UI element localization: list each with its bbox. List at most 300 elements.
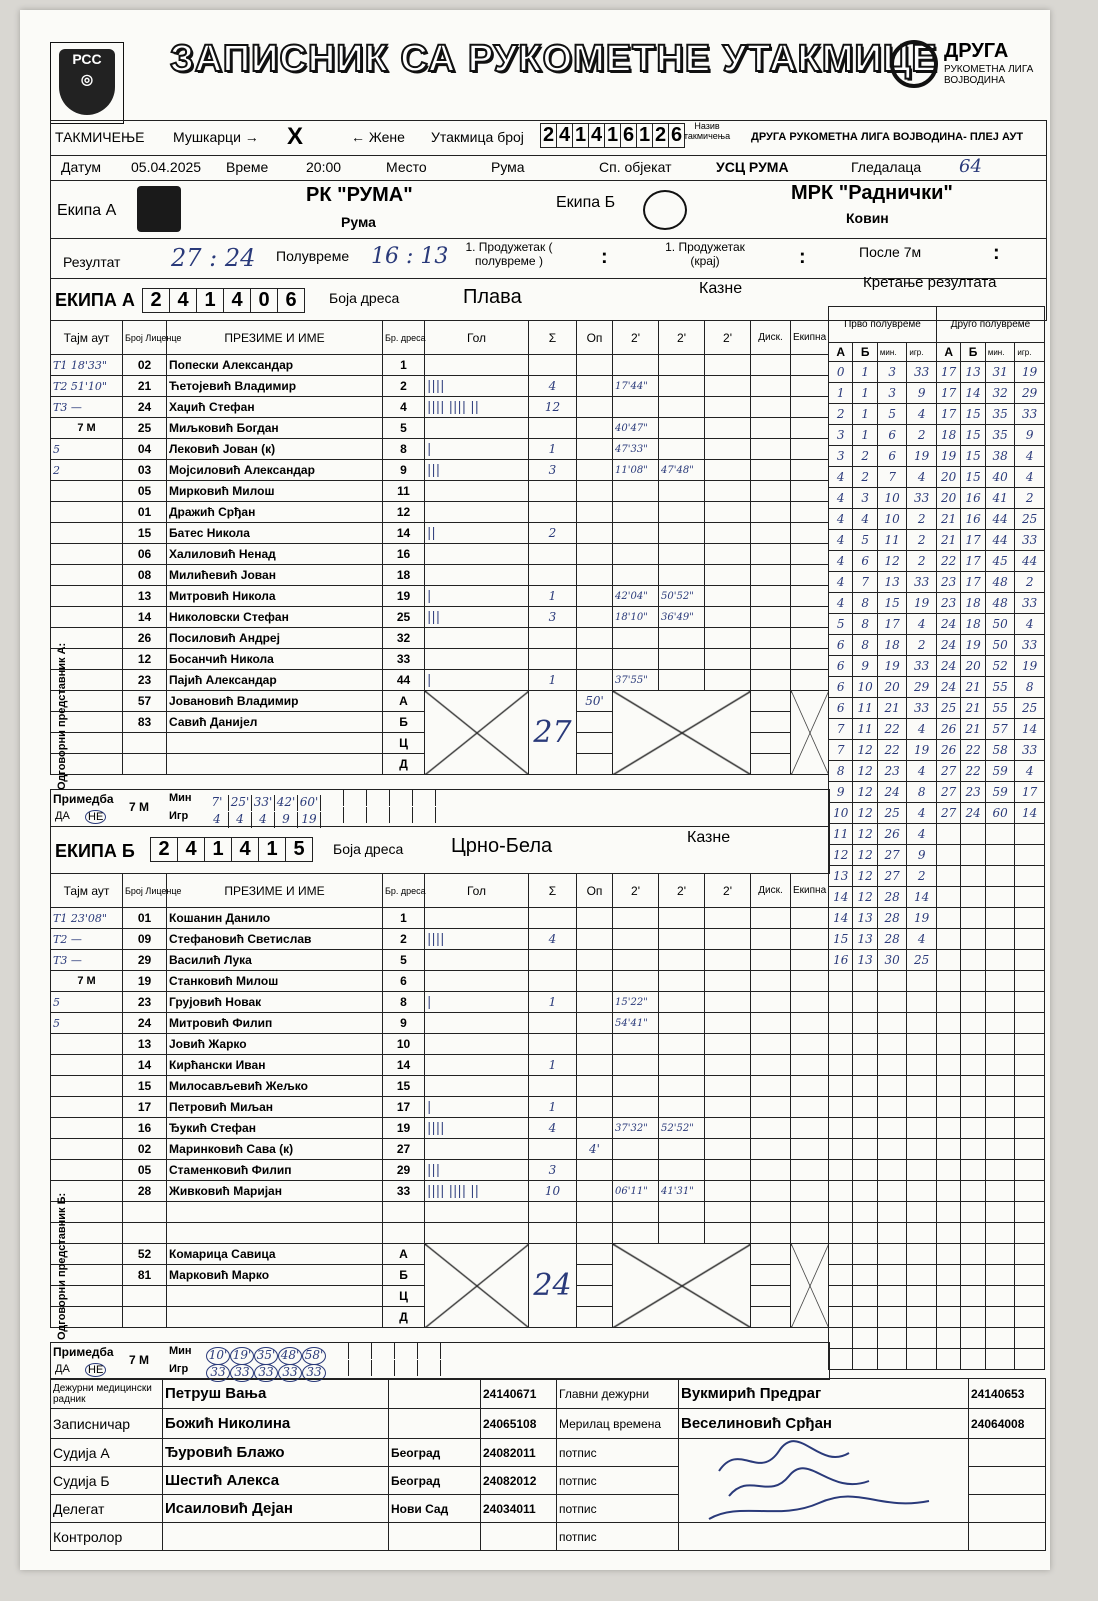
goal-tally: ||||	[425, 376, 529, 397]
progress-cell: 11	[853, 719, 877, 740]
progress-cell: 21	[961, 698, 985, 719]
penalty-2	[659, 670, 705, 691]
seven-m-value	[418, 1343, 441, 1359]
progress-cell: 6	[853, 551, 877, 572]
timeout-cell	[51, 502, 123, 523]
progress-cell	[961, 1013, 985, 1034]
warning-cell	[577, 754, 613, 775]
progress-cell: 26	[877, 824, 907, 845]
penalty-1	[613, 628, 659, 649]
progress-cell	[907, 1328, 937, 1349]
progress-cell	[936, 1349, 960, 1370]
spectators-label: Гледалаца	[851, 159, 922, 175]
license-cell: 23	[123, 670, 167, 691]
warning-cell	[577, 418, 613, 439]
license-cell: 06	[123, 544, 167, 565]
b-col-sum: Σ	[529, 874, 577, 908]
referee-b-label: Судија Б	[51, 1467, 163, 1495]
progress-cell	[877, 1118, 907, 1139]
progress-cell: 4	[853, 509, 877, 530]
penalty-2: 41'31"	[659, 1181, 705, 1202]
progress-cell	[936, 992, 960, 1013]
seven-m-value: 33'	[252, 795, 275, 811]
team-b-players-table	[50, 873, 829, 1328]
goal-tally: ||||	[425, 1118, 529, 1139]
goal-sum	[529, 649, 577, 670]
progress-cell: 8	[853, 593, 877, 614]
seven-m-value: 25'	[229, 795, 252, 811]
progress-cell	[1015, 1286, 1045, 1307]
progress-cell	[985, 1118, 1015, 1139]
penalty-3	[705, 1181, 751, 1202]
goal-sum	[529, 950, 577, 971]
progress-cell: 35	[985, 425, 1015, 446]
progress-cell: 21	[961, 719, 985, 740]
progress-row	[829, 551, 1045, 572]
license-cell: 02	[123, 1139, 167, 1160]
progress-cell	[961, 1034, 985, 1055]
progress-cell	[1015, 992, 1045, 1013]
progress-cell	[936, 929, 960, 950]
progress-row	[829, 971, 1045, 992]
progress-cell: 10	[853, 677, 877, 698]
player-name: Милосављевић Жељко	[167, 1076, 383, 1097]
penalty-2: 50'52"	[659, 586, 705, 607]
goal-sum: 4	[529, 929, 577, 950]
progress-cell: 11	[877, 530, 907, 551]
progress-cell	[853, 1118, 877, 1139]
progress-cell: 9	[907, 845, 937, 866]
warning-cell	[577, 1181, 613, 1202]
progress-cell: 17	[936, 404, 960, 425]
team-b-code-digit: 1	[258, 837, 286, 862]
seven-m-value	[321, 807, 344, 823]
disq-cell	[751, 1013, 791, 1034]
player-name: Митровић Филип	[167, 1013, 383, 1034]
license-cell: 13	[123, 586, 167, 607]
warning-cell	[577, 1034, 613, 1055]
warning-cell	[577, 1265, 613, 1286]
warning-cell	[577, 908, 613, 929]
warning-cell	[577, 376, 613, 397]
team-b-note-yes: ДА	[55, 1363, 70, 1375]
team-a-code-digit: 6	[277, 288, 305, 313]
seven-m-value	[367, 790, 390, 806]
progress-cell: 28	[877, 929, 907, 950]
disq-cell	[751, 565, 791, 586]
progress-cell: 2	[829, 404, 853, 425]
table-row	[51, 1076, 829, 1097]
progress-cell	[829, 1244, 853, 1265]
b-col-goal: Гол	[425, 874, 529, 908]
penalty-1	[613, 1160, 659, 1181]
penalty-2	[659, 649, 705, 670]
disq-cell	[751, 733, 791, 754]
warning-cell	[577, 460, 613, 481]
jersey-cell	[383, 1223, 425, 1244]
handball-federation-logo: РСС ◎	[50, 42, 124, 124]
jersey-cell: Д	[383, 1307, 425, 1328]
team-a-code-digit: 0	[250, 288, 278, 313]
progress-cell	[961, 1328, 985, 1349]
team-a-name: РК "РУМА"	[306, 184, 413, 206]
seven-m-value: 48'	[278, 1347, 302, 1365]
penalty-3	[705, 355, 751, 376]
progress-row	[829, 1349, 1045, 1370]
disq-cell	[751, 544, 791, 565]
seven-m-line	[206, 1343, 441, 1360]
seven-m-line	[206, 1360, 441, 1377]
progress-cell: 3	[829, 425, 853, 446]
progress-cell	[961, 1307, 985, 1328]
progress-cell: 17	[961, 572, 985, 593]
team-penalty-cell	[791, 607, 829, 628]
team-b-7m-values	[206, 1343, 441, 1377]
penalty-3	[705, 1097, 751, 1118]
license-cell: 04	[123, 439, 167, 460]
progress-cell: 59	[985, 761, 1015, 782]
goal-sum	[529, 418, 577, 439]
progress-cell	[877, 1034, 907, 1055]
license-cell: 14	[123, 607, 167, 628]
jersey-cell: 11	[383, 481, 425, 502]
progress-cell	[877, 1307, 907, 1328]
jersey-cell: 27	[383, 1139, 425, 1160]
goal-sum: 4	[529, 376, 577, 397]
table-row	[51, 691, 829, 712]
progress-cell: 22	[961, 761, 985, 782]
competition-name: ДРУГА РУКОМЕТНА ЛИГА ВОЈВОДИНА- ПЛЕЈ АУТ	[751, 131, 1024, 143]
warning-cell	[577, 1076, 613, 1097]
progress-cell: 4	[907, 929, 937, 950]
progress-cell: 2	[1015, 572, 1045, 593]
progress-cell	[1015, 845, 1045, 866]
progress-cell: 60	[985, 803, 1015, 824]
progress-cell: 24	[877, 782, 907, 803]
progress-cell: 6	[829, 698, 853, 719]
disq-cell	[751, 908, 791, 929]
progress-cell	[985, 929, 1015, 950]
b-col-license: Број Лиценце	[123, 874, 167, 908]
goal-sum	[529, 1013, 577, 1034]
progress-cell: 5	[877, 404, 907, 425]
medic-number: 24140671	[481, 1379, 557, 1409]
penalty-2	[659, 1202, 705, 1223]
b-col-timeout: Тајм аут	[51, 874, 123, 908]
penalty-2	[659, 418, 705, 439]
progress-cell	[877, 1013, 907, 1034]
penalty-2	[659, 1055, 705, 1076]
jersey-cell: 5	[383, 418, 425, 439]
progress-cell	[907, 1286, 937, 1307]
progress-cell: 17	[936, 362, 960, 383]
b-col-disq: Диск.	[751, 874, 791, 908]
league-circle-icon	[890, 40, 938, 88]
timeout-cell: T1 18'33"	[51, 355, 123, 376]
table-row	[51, 418, 829, 439]
progress-cell: 2	[907, 425, 937, 446]
progress-cell: 1	[853, 362, 877, 383]
goal-sum	[529, 1139, 577, 1160]
team-b-7m-label: 7 М	[129, 1353, 150, 1367]
progress-cell	[961, 1202, 985, 1223]
license-cell: 24	[123, 1013, 167, 1034]
progress-cell	[936, 1265, 960, 1286]
progress-col-min2: мин.	[985, 343, 1015, 362]
goal-sum	[529, 1202, 577, 1223]
progress-cell: 4	[1015, 467, 1045, 488]
progress-cell	[936, 1181, 960, 1202]
progress-cell: 6	[829, 656, 853, 677]
progress-cell: 22	[877, 740, 907, 761]
progress-cell	[1015, 1118, 1045, 1139]
progress-cell: 7	[829, 719, 853, 740]
progress-cell	[985, 1181, 1015, 1202]
progress-cell: 2	[1015, 488, 1045, 509]
team-a-section-label: ЕКИПА А	[55, 290, 135, 310]
progress-row	[829, 866, 1045, 887]
progress-cell	[985, 1349, 1015, 1370]
team-penalty-cell	[791, 502, 829, 523]
table-row	[51, 1160, 829, 1181]
penalty-2	[659, 971, 705, 992]
disq-cell	[751, 950, 791, 971]
progress-row	[829, 803, 1045, 824]
progress-cell: 1	[829, 383, 853, 404]
progress-cell	[961, 971, 985, 992]
disq-cell	[751, 607, 791, 628]
progress-cell	[907, 1034, 937, 1055]
goal-sum: 3	[529, 1160, 577, 1181]
player-name: Василић Лука	[167, 950, 383, 971]
progress-row	[829, 698, 1045, 719]
penalty-1: 40'47"	[613, 418, 659, 439]
progress-row	[829, 1097, 1045, 1118]
jersey-cell: 8	[383, 439, 425, 460]
b-col-team-penalty: Екипна	[791, 874, 829, 908]
officials-penalty-cross	[613, 1244, 751, 1328]
penalty-2	[659, 355, 705, 376]
progress-cell: 20	[936, 467, 960, 488]
progress-col-player: игр.	[907, 343, 937, 362]
penalty-2	[659, 397, 705, 418]
team-a-label: Екипа А	[57, 202, 117, 219]
penalty-1	[613, 1055, 659, 1076]
progress-cell: 1	[853, 404, 877, 425]
team-penalty-cell	[791, 418, 829, 439]
progress-cell	[961, 992, 985, 1013]
jersey-cell: 33	[383, 649, 425, 670]
match-number-digit: 2	[652, 123, 669, 148]
progress-cell: 8	[853, 614, 877, 635]
progress-cell: 4	[907, 761, 937, 782]
progress-row	[829, 530, 1045, 551]
progress-cell	[985, 908, 1015, 929]
progress-cell	[961, 845, 985, 866]
progress-cell: 28	[877, 908, 907, 929]
player-name: Николовски Стефан	[167, 607, 383, 628]
teams-row	[50, 180, 1047, 239]
goal-tally	[425, 1223, 529, 1244]
progress-cell	[985, 1286, 1015, 1307]
timer-label: Мерилац времена	[557, 1409, 679, 1439]
progress-row	[829, 1265, 1045, 1286]
progress-cell: 19	[907, 908, 937, 929]
progress-cell: 1	[853, 425, 877, 446]
progress-cell	[961, 1160, 985, 1181]
match-number	[541, 123, 685, 148]
penalty-2	[659, 1139, 705, 1160]
progress-cell	[877, 1223, 907, 1244]
progress-row	[829, 362, 1045, 383]
progress-row	[829, 446, 1045, 467]
progress-cell	[853, 1244, 877, 1265]
penalty-3	[705, 971, 751, 992]
goal-tally	[425, 1139, 529, 1160]
progress-cell	[907, 1202, 937, 1223]
penalty-1: 47'33"	[613, 439, 659, 460]
penalty-3	[705, 481, 751, 502]
disq-cell	[751, 1181, 791, 1202]
progress-cell	[829, 1013, 853, 1034]
progress-cell	[936, 887, 960, 908]
progress-cell	[961, 1139, 985, 1160]
team-b-code-digit: 4	[177, 837, 205, 862]
seven-m-value: 9	[275, 812, 298, 828]
penalty-3	[705, 1013, 751, 1034]
penalty-2	[659, 929, 705, 950]
progress-cell	[1015, 908, 1045, 929]
progress-cell	[877, 992, 907, 1013]
team-penalty-cell	[791, 376, 829, 397]
progress-col-b: Б	[853, 343, 877, 362]
disq-cell	[751, 691, 791, 712]
license-cell	[123, 754, 167, 775]
progress-cell	[961, 1118, 985, 1139]
progress-cell: 9	[829, 782, 853, 803]
progress-cell: 8	[853, 635, 877, 656]
progress-cell: 12	[853, 782, 877, 803]
progress-cell: 32	[985, 383, 1015, 404]
result-row	[50, 238, 1047, 279]
progress-row	[829, 1202, 1045, 1223]
progress-cell: 23	[936, 572, 960, 593]
penalty-1	[613, 1223, 659, 1244]
progress-cell	[936, 1097, 960, 1118]
timeout-cell: 5	[51, 439, 123, 460]
license-cell: 57	[123, 691, 167, 712]
team-b-color-label: Боја дреса	[333, 841, 404, 857]
team-penalty-cell	[791, 481, 829, 502]
progress-cell: 33	[907, 488, 937, 509]
progress-cell: 12	[877, 551, 907, 572]
progress-cell: 7	[853, 572, 877, 593]
player-name: Стаменковић Филип	[167, 1160, 383, 1181]
progress-row	[829, 992, 1045, 1013]
progress-cell	[877, 1328, 907, 1349]
delegate-city: Нови Сад	[389, 1495, 481, 1523]
progress-cell	[936, 1307, 960, 1328]
progress-cell	[829, 1055, 853, 1076]
warning-cell	[577, 1118, 613, 1139]
team-penalty-cell	[791, 691, 829, 775]
progress-cell	[1015, 1349, 1045, 1370]
team-a-penalties-label: Казне	[699, 280, 743, 297]
team-penalty-cell	[791, 908, 829, 929]
match-number-digit: 2	[540, 123, 557, 148]
disq-cell	[751, 754, 791, 775]
progress-cell: 24	[936, 614, 960, 635]
team-penalty-cell	[791, 649, 829, 670]
progress-cell: 13	[829, 866, 853, 887]
timeout-cell: 7 М	[51, 418, 123, 439]
disq-cell	[751, 586, 791, 607]
team-penalty-cell	[791, 523, 829, 544]
team-b-7m-min-label: Мин	[169, 1345, 192, 1357]
jersey-cell: 16	[383, 544, 425, 565]
progress-row	[829, 425, 1045, 446]
match-record-sheet	[20, 10, 1050, 1570]
progress-cell: 2	[907, 866, 937, 887]
progress-row	[829, 614, 1045, 635]
license-cell: 16	[123, 1118, 167, 1139]
timeout-cell: T1 23'08"	[51, 908, 123, 929]
progress-cell: 14	[829, 887, 853, 908]
progress-cell: 35	[985, 404, 1015, 425]
progress-cell	[1015, 1034, 1045, 1055]
team-a-7m-player-label: Игр	[169, 810, 189, 822]
progress-second-half: Друго полувреме	[936, 307, 1044, 343]
progress-cell: 17	[961, 551, 985, 572]
progress-cell: 1	[853, 383, 877, 404]
progress-cell	[853, 1139, 877, 1160]
progress-cell	[961, 950, 985, 971]
progress-cell	[853, 1013, 877, 1034]
license-cell	[123, 1286, 167, 1307]
table-row	[51, 607, 829, 628]
progress-cell	[1015, 1076, 1045, 1097]
progress-cell: 25	[907, 950, 937, 971]
goal-tally	[425, 1076, 529, 1097]
progress-cell: 14	[1015, 719, 1045, 740]
table-row	[51, 1139, 829, 1160]
goal-tally: |||| |||| ||	[425, 397, 529, 418]
table-row	[51, 460, 829, 481]
table-row	[51, 1034, 829, 1055]
progress-cell	[985, 1328, 1015, 1349]
progress-cell	[985, 887, 1015, 908]
progress-cell	[829, 1265, 853, 1286]
progress-cell: 25	[1015, 509, 1045, 530]
penalty-3	[705, 418, 751, 439]
team-a-note-yes: ДА	[55, 810, 70, 822]
progress-cell: 21	[936, 509, 960, 530]
jersey-cell: 18	[383, 565, 425, 586]
seven-m-line	[206, 790, 436, 807]
progress-cell: 26	[936, 719, 960, 740]
progress-cell: 29	[1015, 383, 1045, 404]
progress-cell: 19	[907, 446, 937, 467]
penalty-2	[659, 1034, 705, 1055]
license-cell: 05	[123, 1160, 167, 1181]
disq-cell	[751, 376, 791, 397]
seven-m-value	[395, 1343, 418, 1359]
progress-cell: 58	[985, 740, 1015, 761]
jersey-cell: 2	[383, 376, 425, 397]
progress-cell: 11	[853, 698, 877, 719]
officials-goal-cross	[425, 1244, 529, 1328]
progress-cell: 15	[877, 593, 907, 614]
